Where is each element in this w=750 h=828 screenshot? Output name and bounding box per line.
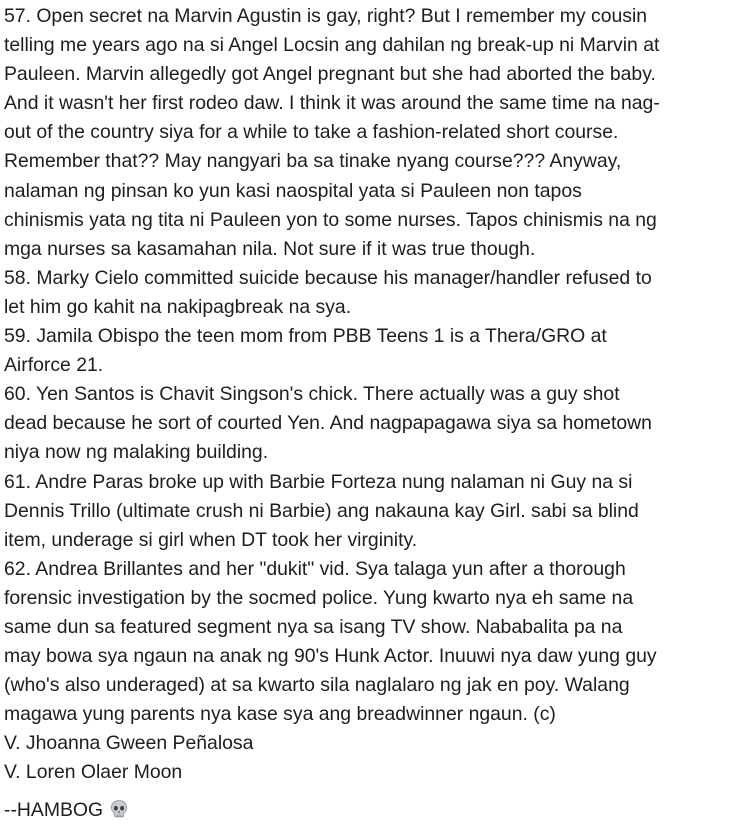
text-line: (who's also underaged) at sa kwarto sila naglalaro ng jak en poy. Walang (4, 674, 630, 697)
text-line: Airforce 21. (4, 354, 104, 377)
text-line: out of the country siya for a while to take a fashion-related short course. (4, 121, 619, 144)
text-line: let him go kahit na nakipagbreak na sya. (4, 295, 352, 318)
text-line: 62. Andrea Brillantes and her "dukit" vid. Sya talaga yun after a thorough (4, 557, 626, 580)
text-line: Dennis Trillo (ultimate crush ni Barbie) ang nakauna kay Girl. sabi sa blind (4, 499, 639, 522)
text-line: item, underage si girl when DT took her virginity. (4, 528, 418, 551)
text-line: 59. Jamila Obispo the teen mom from PBB Teens 1 is a Thera/GRO at (4, 325, 607, 348)
text-line: may bowa sya ngaun na anak ng 90's Hunk Actor. Inuuwi nya daw yung guy (4, 645, 657, 668)
spacer (4, 788, 746, 796)
text-line: Pauleen. Marvin allegedly got Angel pregnant but she had aborted the baby. (4, 63, 656, 86)
text-line: niya now ng malaking building. (4, 441, 269, 464)
text-line: forensic investigation by the socmed police. Yung kwarto nya eh same na (4, 586, 634, 609)
text-line: V. Jhoanna Gween Peñalosa (4, 732, 254, 755)
text-line: 61. Andre Paras broke up with Barbie Forteza nung nalaman ni Guy na si (4, 470, 633, 493)
text-line: 57. Open secret na Marvin Agustin is gay, right? But I remember my cousin (4, 5, 648, 27)
text-line: V. Loren Olaer Moon (4, 761, 183, 784)
post-text (4, 2, 746, 825)
skull-icon (109, 799, 129, 828)
text-line: nalaman ng pinsan ko yun kasi naospital yata si Pauleen non tapos (4, 179, 582, 202)
signature-line (4, 796, 746, 825)
text-line: same dun sa featured segment nya sa isang TV show. Nababalita pa na (4, 615, 623, 638)
text-line: telling me years ago na si Angel Locsin ang dahilan ng break-up ni Marvin at (4, 34, 660, 57)
text-line: dead because he sort of courted Yen. And nagpapagawa siya sa hometown (4, 412, 652, 435)
text-line: mga nurses sa kasamahan nila. Not sure if it was true though. (4, 237, 536, 260)
text-line: 58. Marky Cielo committed suicide because his manager/handler refused to (4, 266, 652, 289)
text-line: magawa yung parents nya kase sya ang breadwinner ngaun. (c) (4, 703, 556, 726)
text-line: chinismis yata ng tita ni Pauleen yon to some nurses. Tapos chinismis na ng (4, 208, 657, 231)
signature-text: --HAMBOG (4, 798, 104, 821)
text-line: 60. Yen Santos is Chavit Singson's chick. There actually was a guy shot (4, 383, 620, 406)
text-line: Remember that?? May nangyari ba sa tinake nyang course??? Anyway, (4, 150, 622, 173)
text-line: And it wasn't her first rodeo daw. I think it was around the same time na nag- (4, 92, 660, 115)
